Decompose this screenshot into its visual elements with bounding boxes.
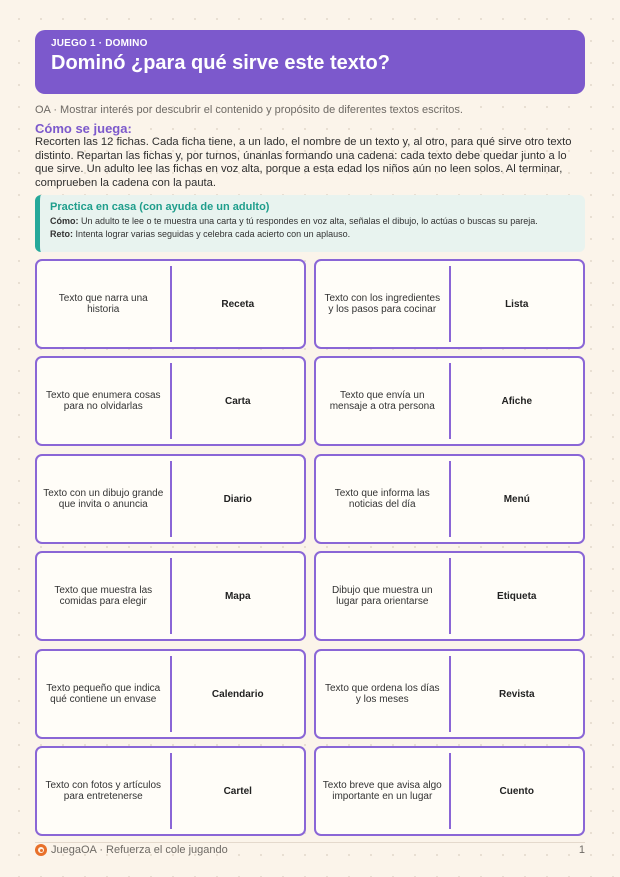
domino-card <box>35 746 306 836</box>
how-to-play-text: Recorten las 12 fichas. Cada ficha tiene, a un lado, el nombre de un texto y, al otro, para qué sirve otro texto distinto. Repartan las fichas y, por turnos, únanlas formando una cadena: cada texto debe quedar junto a lo que sirve. Un adulto lee las fichas en voz alta, porque a esta edad los niños aún no leen solos. Al terminar, comprueben la cadena con la pauta. <box>35 136 572 189</box>
footer-divider <box>35 842 585 843</box>
card-text-type: Diario <box>223 493 252 505</box>
game-header <box>35 30 585 94</box>
domino-card <box>35 454 306 544</box>
how-to-play-title: Cómo se juega: <box>35 121 132 136</box>
card-text-type: Etiqueta <box>497 590 537 602</box>
practice-how-label: Cómo: <box>50 216 79 226</box>
practice-how-text: Un adulto te lee o te muestra una carta y tú respondes en voz alta, señalas el dibujo, lo actúas o buscas su pareja. <box>78 216 538 226</box>
domino-card <box>314 551 585 641</box>
card-description: Texto que muestra las comidas para elegir <box>54 585 153 607</box>
domino-card <box>314 649 585 739</box>
card-description: Texto con fotos y artículos para entretenerse <box>45 780 162 802</box>
card-description: Texto pequeño que indica qué contiene un envase <box>46 683 161 705</box>
card-description: Texto que informa las noticias del día <box>334 488 430 510</box>
domino-card <box>35 356 306 446</box>
footer-brand: JuegaOA · Refuerza el cole jugando <box>51 844 228 856</box>
card-description: Texto que envía un mensaje a otra persona <box>329 390 435 412</box>
card-description: Texto que ordena los días y los meses <box>324 683 440 705</box>
card-description: Texto que enumera cosas para no olvidarlas <box>46 390 161 412</box>
footer <box>35 844 228 856</box>
domino-card <box>314 356 585 446</box>
practice-challenge-label: Reto: <box>50 229 73 239</box>
card-text-type: Calendario <box>211 688 264 700</box>
card-text-type: Menú <box>503 493 530 505</box>
card-description: Texto breve que avisa algo importante en un lugar <box>322 780 442 802</box>
page-title: Dominó ¿para qué sirve este texto? <box>51 52 390 74</box>
card-text-type: Receta <box>221 298 255 310</box>
card-text-type: Lista <box>505 298 529 310</box>
practice-challenge <box>50 229 575 239</box>
card-description: Texto que narra una historia <box>58 293 148 315</box>
domino-card <box>35 259 306 349</box>
card-text-type: Revista <box>498 688 535 700</box>
practice-title: Practica en casa (con ayuda de un adulto) <box>50 201 270 213</box>
target-logo-icon <box>35 844 47 856</box>
domino-card <box>314 454 585 544</box>
practice-challenge-text: Intenta lograr varias seguidas y celebra cada acierto con un aplauso. <box>73 229 351 239</box>
learning-objective: OA · Mostrar interés por descubrir el contenido y propósito de diferentes textos escritos. <box>35 104 463 116</box>
domino-card <box>35 551 306 641</box>
card-description: Dibujo que muestra un lugar para orientarse <box>331 585 433 607</box>
card-text-type: Mapa <box>224 590 251 602</box>
practice-how <box>50 216 575 226</box>
page-number: 1 <box>578 844 585 856</box>
card-description: Texto con los ingredientes y los pasos para cocinar <box>324 293 441 315</box>
domino-card <box>314 746 585 836</box>
domino-card <box>314 259 585 349</box>
practice-box <box>35 195 585 252</box>
card-text-type: Cartel <box>223 785 252 797</box>
card-text-type: Carta <box>224 395 251 407</box>
card-text-type: Cuento <box>499 785 534 797</box>
domino-card <box>35 649 306 739</box>
game-kicker: JUEGO 1 · DOMINO <box>51 38 148 49</box>
card-description: Texto con un dibujo grande que invita o anuncia <box>43 488 164 510</box>
card-text-type: Afiche <box>501 395 533 407</box>
